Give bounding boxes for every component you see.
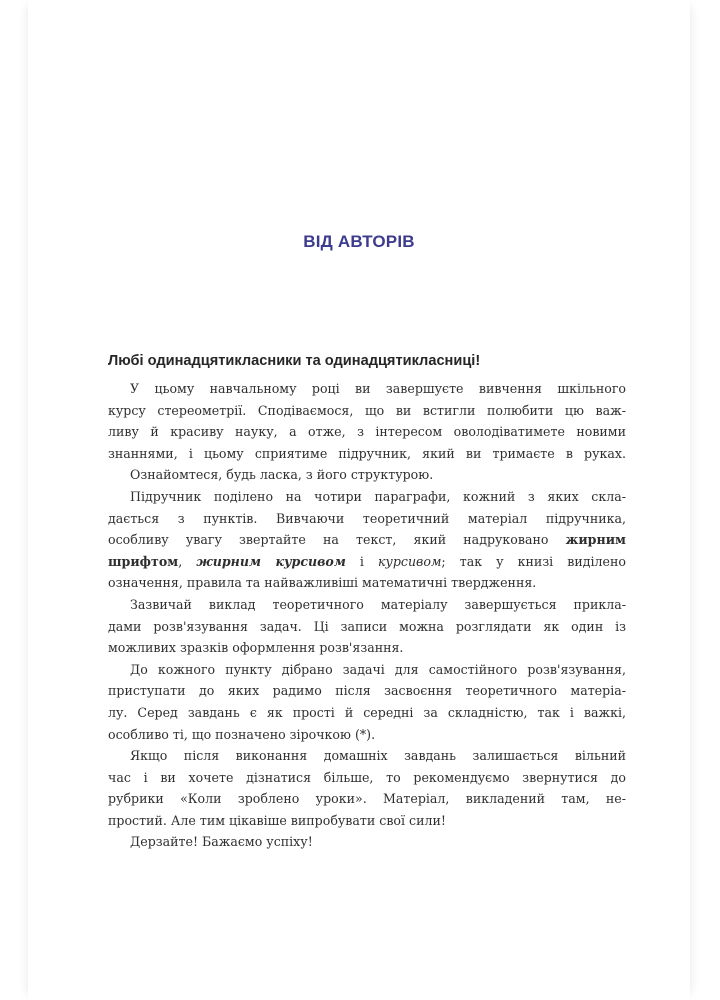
text-segment: ,: [178, 553, 197, 569]
book-page: [28, 0, 690, 1000]
text-line: Зазвичай виклад теоретичного матеріалу завершується прикла-: [130, 596, 626, 612]
text-segment: особливу увагу звертайте на текст, який надруковано: [108, 532, 566, 548]
text-line: час і ви хочете дізнатися більше, то рекомендуємо звернутися до: [108, 769, 626, 785]
italic-text: курсивом: [378, 553, 442, 569]
text-line: Якщо після виконання домашніх завдань залишається вільний: [130, 748, 626, 764]
text-line: [108, 529, 626, 551]
page-title: ВІД АВТОРІВ: [303, 232, 415, 251]
bold-text: шрифтом: [108, 553, 179, 569]
text-line: Ознайомтеся, будь ласка, з його структурою.: [130, 467, 434, 483]
text-line: До кожного пункту дібрано задачі для самостійного розв'язування,: [130, 661, 626, 677]
text-segment: і: [345, 553, 378, 569]
text-segment: ; так у книзі виділено: [441, 553, 626, 569]
text-line: означення, правила та найважливіші математичні твердження.: [108, 575, 537, 591]
text-line: У цьому навчальному році ви завершуєте вивчення шкільного: [130, 381, 626, 396]
bold-italic-text: жирним курсивом: [196, 553, 346, 569]
text-line: ливу й красиву науку, а отже, з інтересом оволодіватимете новими: [108, 424, 626, 440]
bold-text: жирним: [565, 532, 626, 548]
text-line: особливо ті, що позначено зірочкою (*).: [108, 726, 376, 742]
greeting-heading: Любі одинадцятикласники та одинадцятикласниці!: [108, 353, 481, 369]
text-line: дається з пунктів. Вивчаючи теоретичний матеріал підручника,: [108, 510, 626, 526]
text-line: дами розв'язування задач. Ці записи можна розглядати як один із: [108, 618, 626, 634]
text-line: курсу стереометрії. Сподіваємося, що ви встигли полюбити цю важ-: [108, 402, 626, 418]
text-line: Дерзайте! Бажаємо успіху!: [130, 834, 313, 850]
text-line: простий. Але тим цікавіше випробувати свої сили!: [108, 812, 446, 828]
text-line: рубрики «Коли зроблено уроки». Матеріал, викладений там, не-: [108, 791, 626, 807]
text-line: можливих зразків оформлення розв'язання.: [108, 640, 404, 656]
preface-text: [108, 378, 626, 853]
text-line: знаннями, і цьому сприятиме підручник, який ви тримаєте в руках.: [108, 445, 626, 461]
text-line: Підручник поділено на чотири параграфи, кожний з яких скла-: [130, 488, 626, 504]
text-line: [108, 551, 626, 573]
text-line: лу. Серед завдань є як прості й середні за складністю, так і важкі,: [108, 704, 626, 720]
text-line: приступати до яких радимо після засвоєння теоретичного матеріа-: [108, 683, 626, 699]
